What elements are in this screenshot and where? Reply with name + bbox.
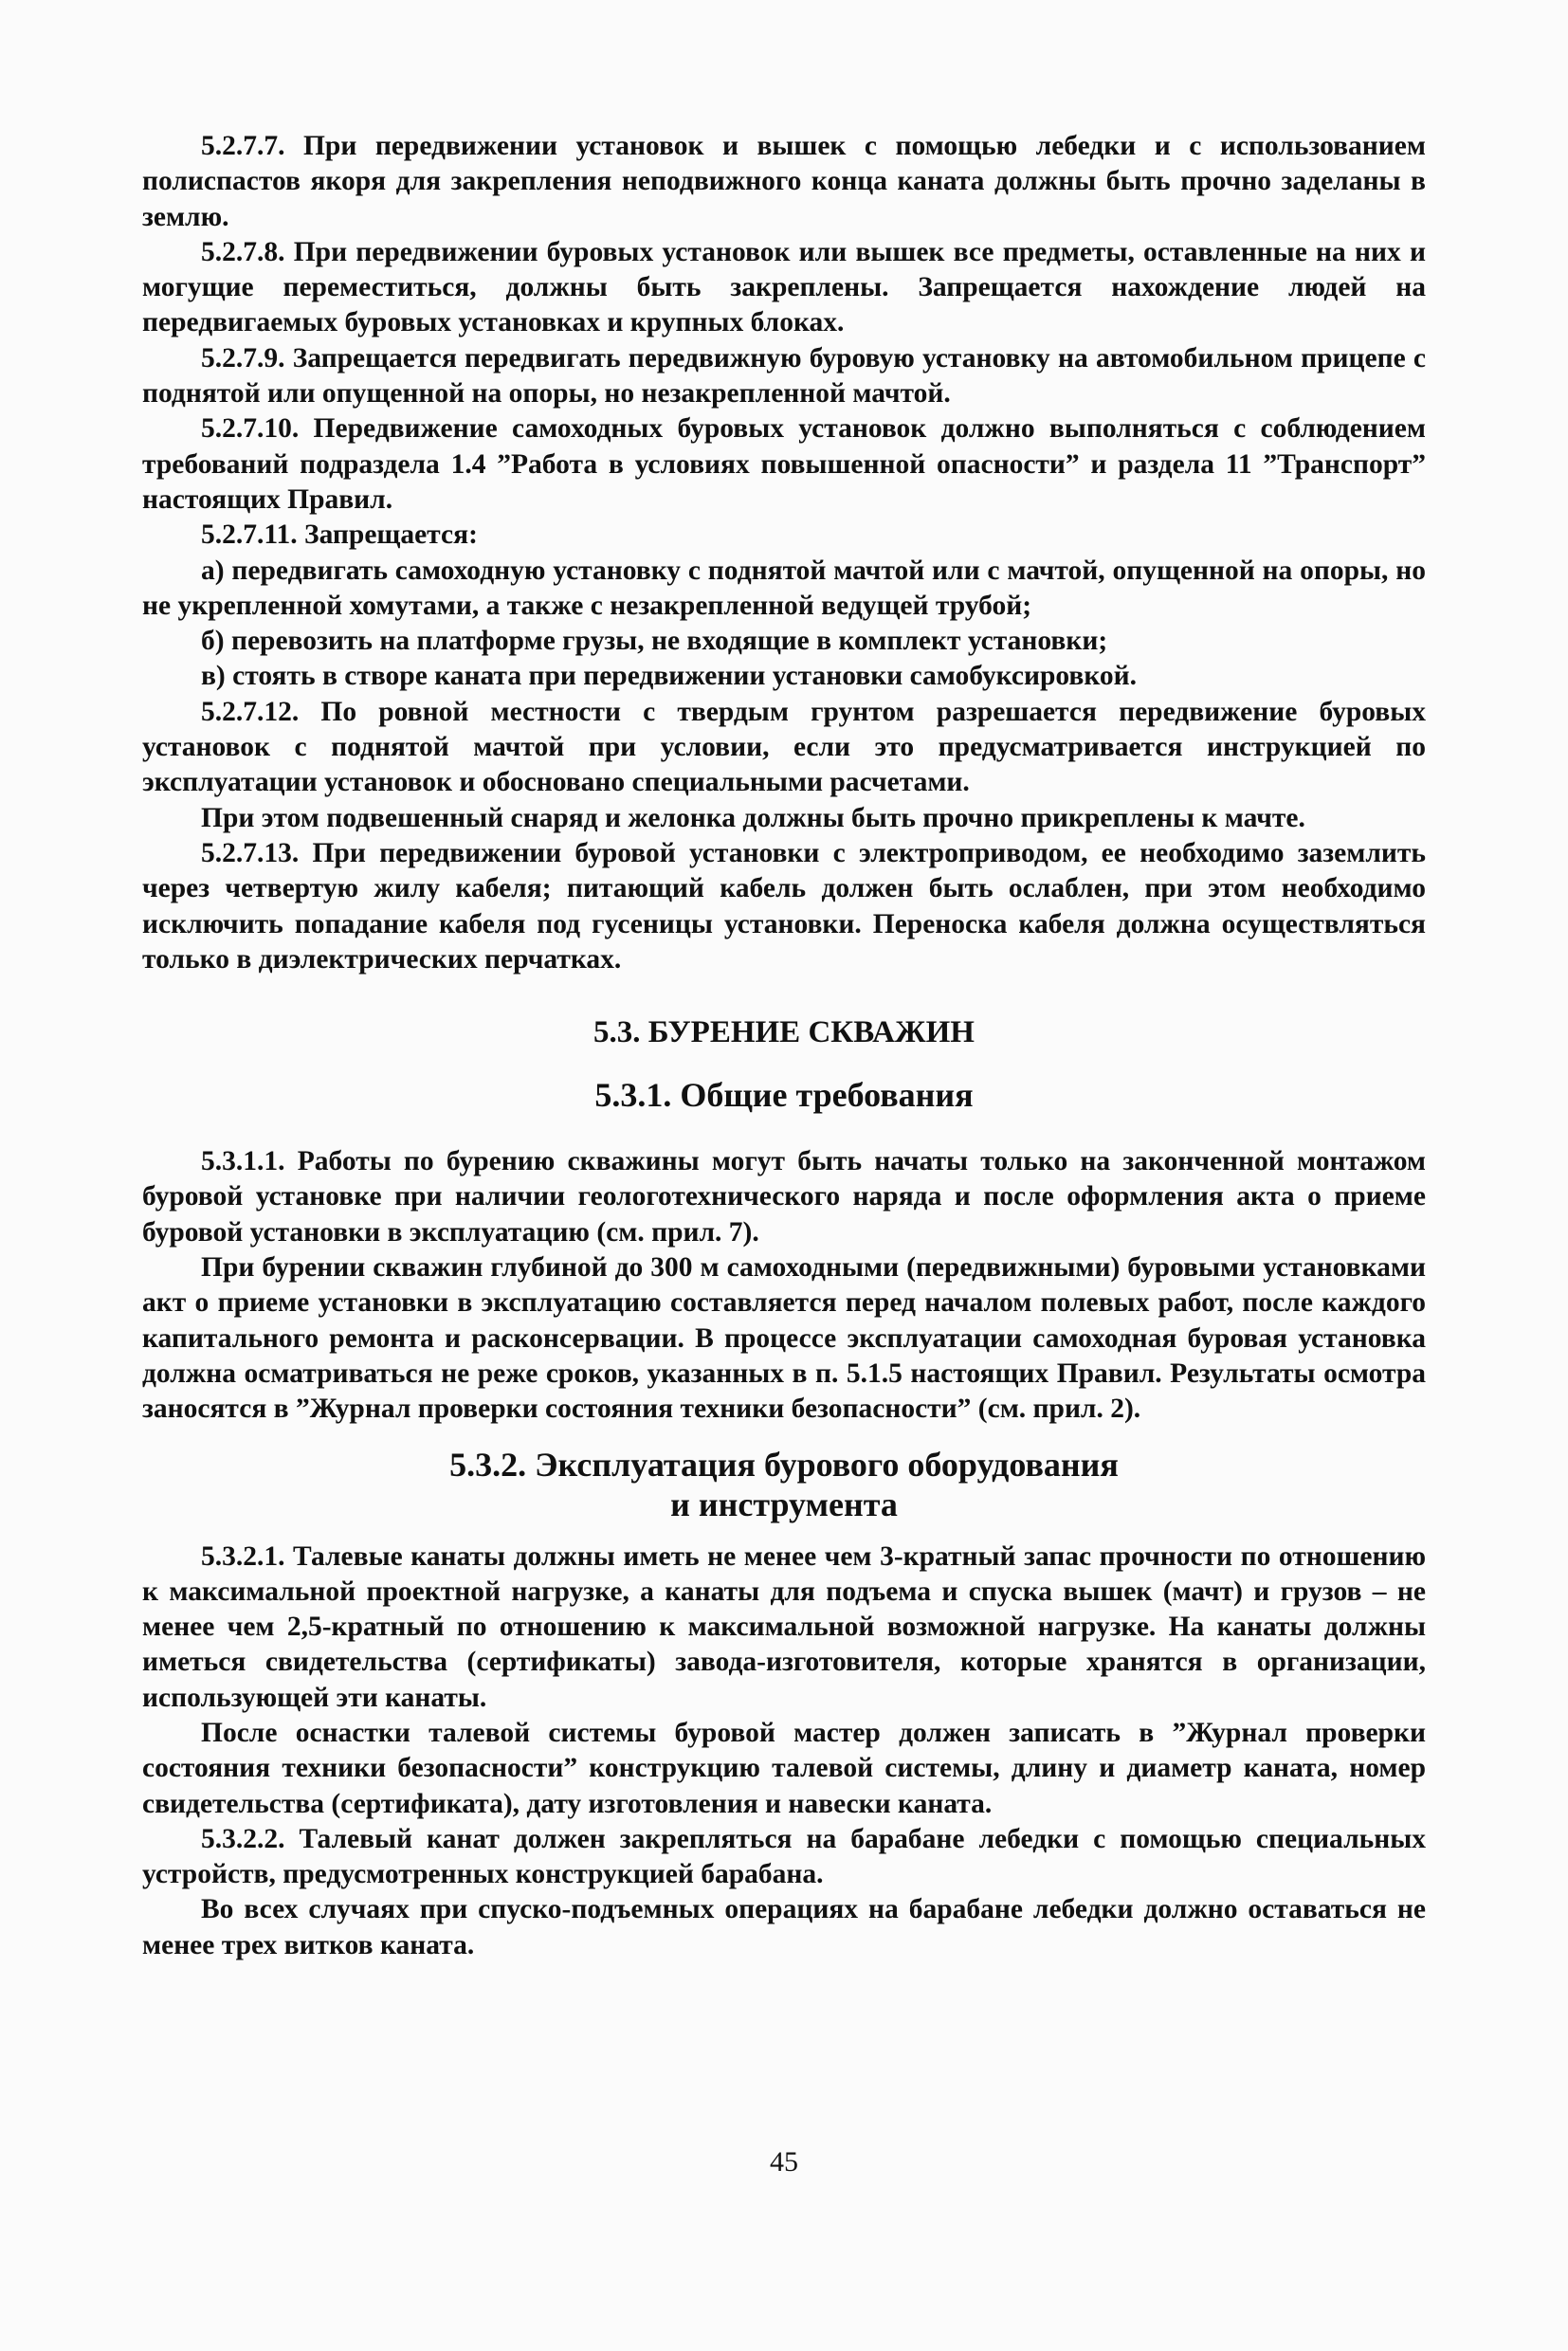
subsection-2-title-line1: 5.3.2. Эксплуатация бурового оборудования: [449, 1445, 1119, 1484]
paragraph-5-3-2-2: 5.3.2.2. Талевый канат должен закрепляться на барабане лебедки с помощью специальных устройств, предусмотренных конструкцией барабана.: [142, 1823, 1426, 1890]
paragraph-5-2-7-7: 5.2.7.7. При передвижении установок и вышек с помощью лебедки и с использованием полиспастов якоря для закрепления неподвижного конца каната должны быть прочно заделаны в землю.: [142, 131, 1426, 232]
paragraph-5-2-7-13: 5.2.7.13. При передвижении буровой установки с электроприводом, ее необходимо заземлить через четвертую жилу кабеля; питающий кабель должен быть ослаблен, при этом необходимо исключить попадание кабеля под гусеницы установки. Переноска кабеля должна осуществляться только в диэлектрических перчатках.: [142, 837, 1426, 975]
paragraph-5-3-2-1: 5.3.2.1. Талевые канаты должны иметь не менее чем 3-кратный запас прочности по отношению к максимальной проектной нагрузке, а канаты для подъема и спуска вышек (мачт) и грузов – не менее чем 2,5-кратный по отношению к максимальной возможной нагрузке. На канаты должны иметься свидетельства (сертификаты) завода-изготовителя, которые хранятся в организации, использующей эти канаты.: [142, 1540, 1426, 1713]
paragraph-5-3-2-1-cont: После оснастки талевой системы буровой мастер должен записать в ”Журнал проверки состояния техники безопасности” конструкцию талевой системы, длину и диаметр каната, номер свидетельства (сертификата), дату изготовления и навески каната.: [142, 1717, 1426, 1819]
paragraph-5-2-7-8: 5.2.7.8. При передвижении буровых установок или вышек все предметы, оставленные на них и могущие переместиться, должны быть закреплены. Запрещается нахождение людей на передвигаемых буровых установках и крупных блоках.: [142, 236, 1426, 338]
paragraph-5-2-7-10: 5.2.7.10. Передвижение самоходных буровых установок должно выполняться с соблюдением требований подраздела 1.4 ”Работа в условиях повышенной опасности” и раздела 11 ”Транспорт” настоящих Правил.: [142, 413, 1426, 515]
list-item-v: в) стоять в створе каната при передвижении установки самобуксировкой.: [201, 661, 1138, 692]
list-item-a: а) передвигать самоходную установку с поднятой мачтой или с мачтой, опущенной на опоры, но не укрепленной хомутами, а также с незакрепленной ведущей трубой;: [142, 555, 1426, 621]
paragraph-5-2-7-12-cont: При этом подвешенный снаряд и желонка должны быть прочно прикреплены к мачте.: [201, 802, 1305, 833]
paragraph-5-2-7-12: 5.2.7.12. По ровной местности с твердым грунтом разрешается передвижение буровых установок с поднятой мачтой при условии, если это предусматривается инструкцией по эксплуатации установок и обосновано специальными расчетами.: [142, 696, 1426, 798]
paragraph-5-2-7-11: 5.2.7.11. Запрещается:: [201, 519, 478, 551]
paragraph-5-3-1-1: 5.3.1.1. Работы по бурению скважины могут быть начаты только на законченной монтажом буровой установке при наличии геологотехнического наряда и после оформления акта о приеме буровой установки в эксплуатацию (см. прил. 7).: [142, 1146, 1426, 1248]
subsection-2-title-line2: и инструмента: [670, 1485, 898, 1523]
section-title: 5.3. БУРЕНИЕ СКВАЖИН: [593, 1015, 975, 1050]
paragraph-5-2-7-9: 5.2.7.9. Запрещается передвигать передвижную буровую установку на автомобильном прицепе с поднятой или опущенной на опоры, но незакрепленной мачтой.: [142, 342, 1426, 410]
paragraph-5-3-2-2-cont: Во всех случаях при спуско-подъемных операциях на барабане лебедки должно оставаться не менее трех витков каната.: [142, 1894, 1426, 1960]
subsection-1-title: 5.3.1. Общие требования: [594, 1076, 974, 1115]
page-number: 45: [770, 2146, 798, 2178]
paragraph-5-3-1-1-cont: При бурении скважин глубиной до 300 м самоходными (передвижными) буровыми установками акт о приеме установки в эксплуатацию составляется перед началом полевых работ, после каждого капитального ремонта и расконсервации. В процессе эксплуатации самоходная буровая установка должна осматриваться не реже сроков, указанных в п. 5.1.5 настоящих Правил. Результаты осмотра заносятся в ”Журнал проверки состояния техники безопасности” (см. прил. 2).: [142, 1252, 1426, 1425]
page-content: [142, 129, 1426, 1963]
list-item-b: б) перевозить на платформе грузы, не входящие в комплект установки;: [201, 626, 1108, 657]
subsection-2-title: [142, 1445, 1426, 1524]
